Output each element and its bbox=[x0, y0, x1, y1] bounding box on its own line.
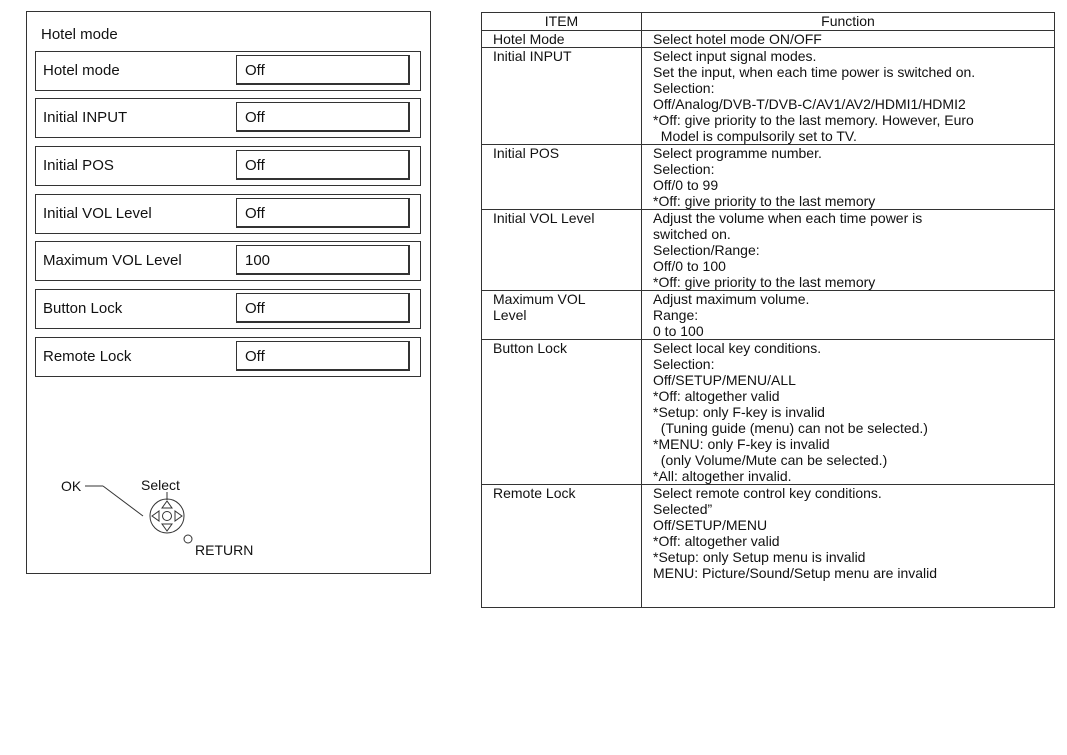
menu-row-label: Hotel mode bbox=[43, 62, 120, 79]
return-label: RETURN bbox=[195, 542, 254, 558]
menu-row-label: Button Lock bbox=[43, 300, 123, 317]
table-row bbox=[482, 48, 1055, 145]
menu-row-value[interactable]: Off bbox=[236, 150, 410, 180]
table-cell-item: Button Lock bbox=[482, 340, 642, 485]
menu-row-label: Initial POS bbox=[43, 157, 114, 174]
table-cell-item: Remote Lock bbox=[482, 485, 642, 608]
table-cell-item: Maximum VOL Level bbox=[482, 291, 642, 340]
ok-label: OK bbox=[61, 478, 82, 494]
table-cell-item: Initial INPUT bbox=[482, 48, 642, 145]
menu-row-value[interactable]: 100 bbox=[236, 245, 410, 275]
menu-row-maximum-vol-level[interactable] bbox=[35, 241, 421, 281]
remote-control-diagram bbox=[57, 460, 277, 560]
function-table bbox=[481, 12, 1055, 608]
menu-row-value[interactable]: Off bbox=[236, 55, 410, 85]
table-row bbox=[482, 145, 1055, 210]
menu-row-value[interactable]: Off bbox=[236, 102, 410, 132]
table-row bbox=[482, 210, 1055, 291]
header-function: Function bbox=[642, 13, 1055, 31]
table-cell-item: Initial VOL Level bbox=[482, 210, 642, 291]
table-row bbox=[482, 340, 1055, 485]
menu-title: Hotel mode bbox=[41, 26, 118, 43]
table-header-row bbox=[482, 13, 1055, 31]
select-label: Select bbox=[141, 477, 180, 493]
menu-row-value[interactable]: Off bbox=[236, 198, 410, 228]
table-cell-function: Select programme number. Selection: Off/0 to 99 *Off: give priority to the last memory bbox=[642, 145, 1055, 210]
menu-row-value[interactable]: Off bbox=[236, 293, 410, 323]
menu-row-initial-vol-level[interactable] bbox=[35, 194, 421, 234]
menu-row-label: Initial INPUT bbox=[43, 109, 128, 126]
table-cell-function: Select remote control key conditions. Selected” Off/SETUP/MENU *Off: altogether valid *Setup: only Setup menu is invalid MENU: Picture/Sound/Setup menu are invalid bbox=[642, 485, 1055, 608]
table-cell-function: Adjust the volume when each time power is switched on. Selection/Range: Off/0 to 100 *Off: give priority to the last memory bbox=[642, 210, 1055, 291]
table-cell-function: Select local key conditions. Selection: Off/SETUP/MENU/ALL *Off: altogether valid *Setup: only F-key is invalid (Tuning guide (menu) can not be selected.) *MENU: only F-key is invalid (only Volume/Mute can be selected.) *All: altogether invalid. bbox=[642, 340, 1055, 485]
menu-row-hotel-mode[interactable] bbox=[35, 51, 421, 91]
header-item: ITEM bbox=[482, 13, 642, 31]
table-cell-item: Initial POS bbox=[482, 145, 642, 210]
table-cell-function: Adjust maximum volume. Range: 0 to 100 bbox=[642, 291, 1055, 340]
menu-row-initial-pos[interactable] bbox=[35, 146, 421, 186]
menu-row-button-lock[interactable] bbox=[35, 289, 421, 329]
table-row bbox=[482, 291, 1055, 340]
table-cell-function: Select hotel mode ON/OFF bbox=[642, 31, 1055, 48]
menu-row-remote-lock[interactable] bbox=[35, 337, 421, 377]
menu-row-initial-input[interactable] bbox=[35, 98, 421, 138]
menu-row-label: Remote Lock bbox=[43, 348, 132, 365]
menu-row-label: Maximum VOL Level bbox=[43, 252, 182, 269]
menu-row-label: Initial VOL Level bbox=[43, 205, 152, 222]
menu-row-value[interactable]: Off bbox=[236, 341, 410, 371]
table-cell-item: Hotel Mode bbox=[482, 31, 642, 48]
hotel-mode-menu-panel bbox=[26, 11, 431, 574]
table-row bbox=[482, 485, 1055, 608]
table-cell-function: Select input signal modes. Set the input, when each time power is switched on. Selection: Off/Analog/DVB-T/DVB-C/AV1/AV2/HDMI1/HDMI2 *Off: give priority to the last memory. However, Euro Model is compulsorily set to TV. bbox=[642, 48, 1055, 145]
table-row bbox=[482, 31, 1055, 48]
